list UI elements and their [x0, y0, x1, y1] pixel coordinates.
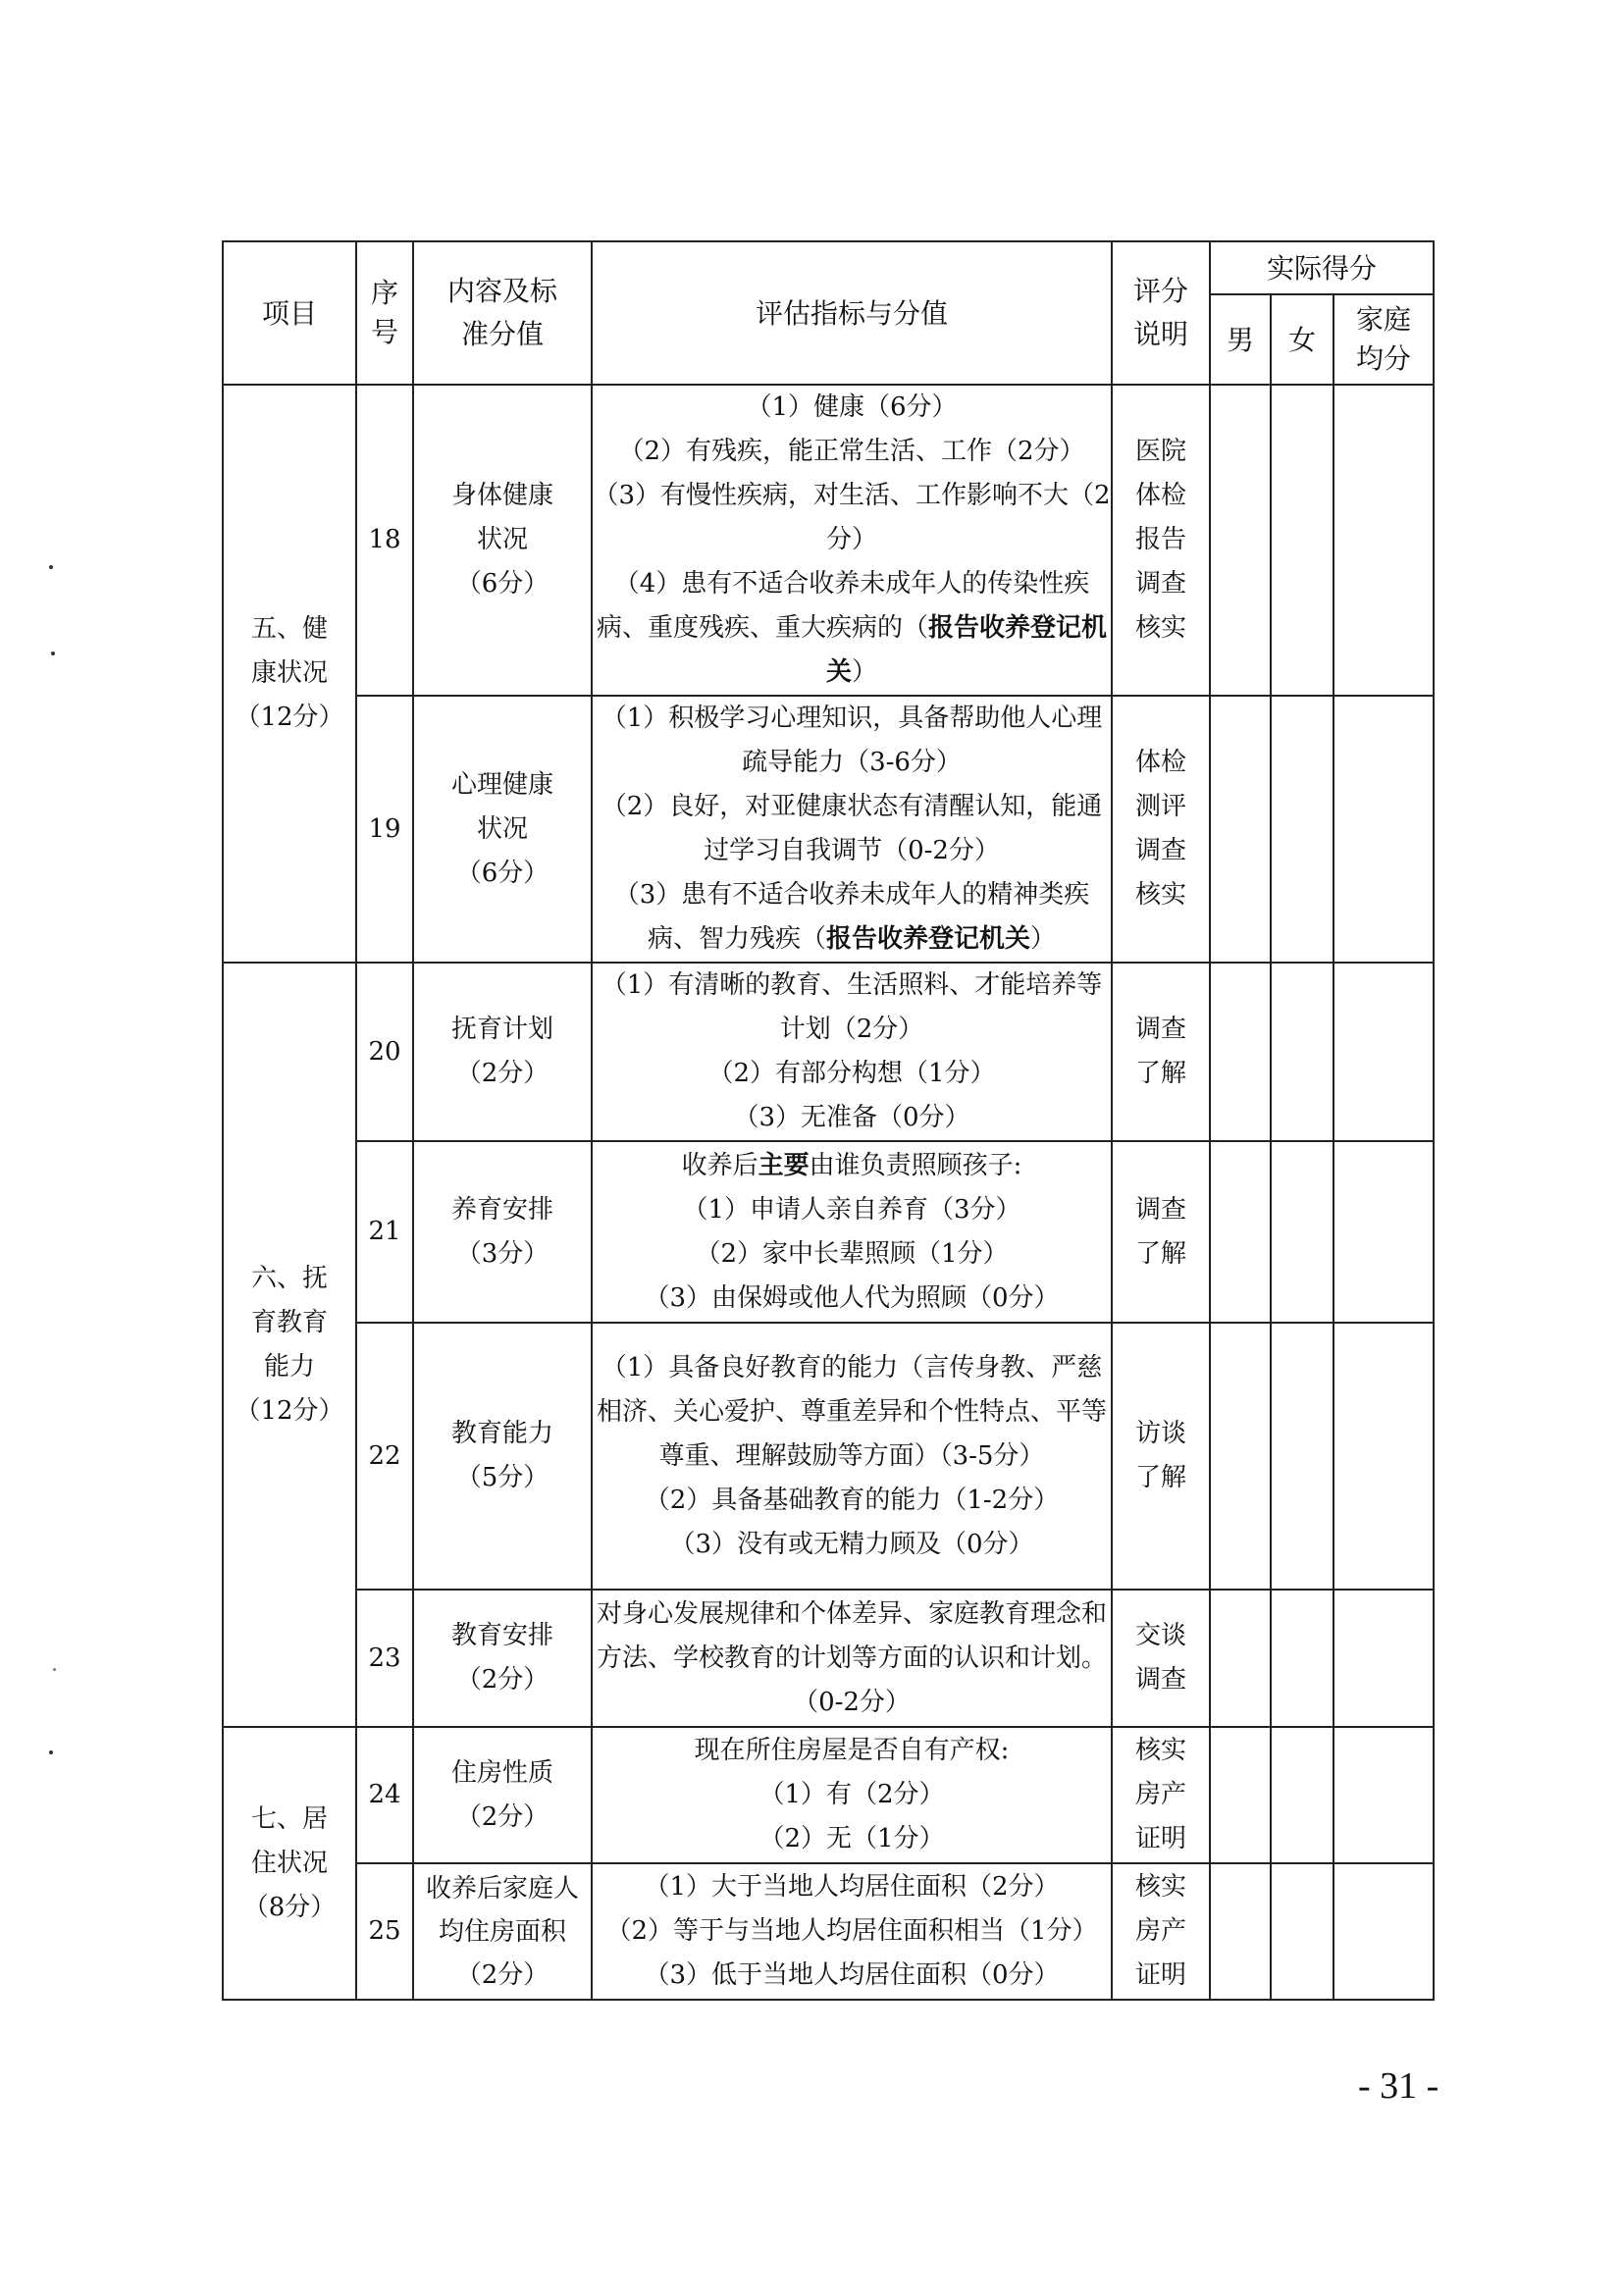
- score-female-cell[interactable]: [1271, 963, 1333, 1141]
- row-indicators: 对身心发展规律和个体差异、家庭教育理念和方法、学校教育的计划等方面的认识和计划。（0-2分）: [592, 1590, 1112, 1727]
- header-family-avg: 家庭均分: [1333, 294, 1434, 385]
- score-female-cell[interactable]: [1271, 1863, 1333, 2000]
- header-seq: 序号: [356, 241, 413, 385]
- score-male-cell[interactable]: [1210, 1590, 1271, 1727]
- row-indicators: 现在所住房屋是否自有产权: （1）有（2分） （2）无（1分）: [592, 1727, 1112, 1863]
- page-number: - 31 -: [1358, 2065, 1439, 2107]
- row-seq: 24: [356, 1727, 413, 1863]
- row-note: 核实房产证明: [1112, 1863, 1210, 2000]
- row-seq: 22: [356, 1323, 413, 1590]
- score-male-cell[interactable]: [1210, 1727, 1271, 1863]
- row-content: 收养后家庭人均住房面积（2分）: [413, 1863, 592, 2000]
- row-seq: 20: [356, 963, 413, 1141]
- row-content: 养育安排 （3分）: [413, 1141, 592, 1323]
- table-row: [223, 1863, 1434, 2000]
- row-indicators: （1）有清晰的教育、生活照料、才能培养等计划（2分） （2）有部分构想（1分） （3）无准备（0分）: [592, 963, 1112, 1141]
- score-male-cell[interactable]: [1210, 1323, 1271, 1590]
- score-family-cell[interactable]: [1333, 1727, 1434, 1863]
- score-female-cell[interactable]: [1271, 1727, 1333, 1863]
- score-family-cell[interactable]: [1333, 1863, 1434, 2000]
- score-family-cell[interactable]: [1333, 963, 1434, 1141]
- header-male: 男: [1210, 294, 1271, 385]
- header-scoring-note: 评分说明: [1112, 241, 1210, 385]
- row-note: 核实房产证明: [1112, 1727, 1210, 1863]
- assessment-table: [222, 240, 1435, 2001]
- score-female-cell[interactable]: [1271, 385, 1333, 696]
- table-row: [223, 385, 1434, 696]
- row-seq: 19: [356, 696, 413, 963]
- score-male-cell[interactable]: [1210, 963, 1271, 1141]
- row-content: 教育安排 （2分）: [413, 1590, 592, 1727]
- row-indicators: 收养后主要由谁负责照顾孩子: （1）申请人亲自养育（3分） （2）家中长辈照顾（1分） （3）由保姆或他人代为照顾（0分）: [592, 1141, 1112, 1323]
- score-male-cell[interactable]: [1210, 1141, 1271, 1323]
- score-male-cell[interactable]: [1210, 696, 1271, 963]
- row-content: 住房性质 （2分）: [413, 1727, 592, 1863]
- row-note: 调查了解: [1112, 1141, 1210, 1323]
- table-row: [223, 1323, 1434, 1590]
- row-note: 医院体检报告调查核实: [1112, 385, 1210, 696]
- section-education: 六、抚育教育能力 （12分）: [223, 963, 356, 1727]
- row-note: 交谈调查: [1112, 1590, 1210, 1727]
- row-content: 心理健康状况 （6分）: [413, 696, 592, 963]
- header-project: 项目: [223, 241, 356, 385]
- score-female-cell[interactable]: [1271, 1323, 1333, 1590]
- score-family-cell[interactable]: [1333, 1590, 1434, 1727]
- row-indicators: （1）具备良好教育的能力（言传身教、严慈相济、关心爱护、尊重差异和个性特点、平等尊重、理解鼓励等方面）（3-5分） （2）具备基础教育的能力（1-2分） （3）没有或无精力顾及（0分）: [592, 1323, 1112, 1590]
- score-male-cell[interactable]: [1210, 385, 1271, 696]
- header-indicators: 评估指标与分值: [592, 241, 1112, 385]
- row-seq: 25: [356, 1863, 413, 2000]
- row-note: 体检测评调查核实: [1112, 696, 1210, 963]
- score-female-cell[interactable]: [1271, 1590, 1333, 1727]
- section-health: 五、健康状况 （12分）: [223, 385, 356, 963]
- table-row: [223, 1727, 1434, 1863]
- header-actual-score: 实际得分: [1210, 241, 1434, 294]
- score-female-cell[interactable]: [1271, 1141, 1333, 1323]
- score-family-cell[interactable]: [1333, 1323, 1434, 1590]
- table-row: [223, 1590, 1434, 1727]
- row-note: 访谈了解: [1112, 1323, 1210, 1590]
- score-male-cell[interactable]: [1210, 1863, 1271, 2000]
- row-content: 身体健康状况 （6分）: [413, 385, 592, 696]
- row-seq: 23: [356, 1590, 413, 1727]
- row-indicators: （1）积极学习心理知识，具备帮助他人心理疏导能力（3-6分） （2）良好，对亚健康状态有清醒认知，能通过学习自我调节（0-2分） （3）患有不适合收养未成年人的精神类疾病、智力残疾（报告收养登记机关）: [592, 696, 1112, 963]
- header-female: 女: [1271, 294, 1333, 385]
- table-row: [223, 696, 1434, 963]
- row-seq: 18: [356, 385, 413, 696]
- score-family-cell[interactable]: [1333, 385, 1434, 696]
- row-content: 教育能力 （5分）: [413, 1323, 592, 1590]
- table-row: [223, 963, 1434, 1141]
- section-housing: 七、居住状况 （8分）: [223, 1727, 356, 2000]
- score-family-cell[interactable]: [1333, 696, 1434, 963]
- header-content: 内容及标准分值: [413, 241, 592, 385]
- score-female-cell[interactable]: [1271, 696, 1333, 963]
- score-family-cell[interactable]: [1333, 1141, 1434, 1323]
- row-indicators: （1）大于当地人均居住面积（2分） （2）等于与当地人均居住面积相当（1分） （3）低于当地人均居住面积（0分）: [592, 1863, 1112, 2000]
- row-seq: 21: [356, 1141, 413, 1323]
- row-note: 调查了解: [1112, 963, 1210, 1141]
- row-content: 抚育计划 （2分）: [413, 963, 592, 1141]
- table-row: [223, 1141, 1434, 1323]
- row-indicators: （1）健康（6分） （2）有残疾，能正常生活、工作（2分） （3）有慢性疾病，对生活、工作影响不大（2分） （4）患有不适合收养未成年人的传染性疾病、重度残疾、重大疾病的（报告收养登记机关）: [592, 385, 1112, 696]
